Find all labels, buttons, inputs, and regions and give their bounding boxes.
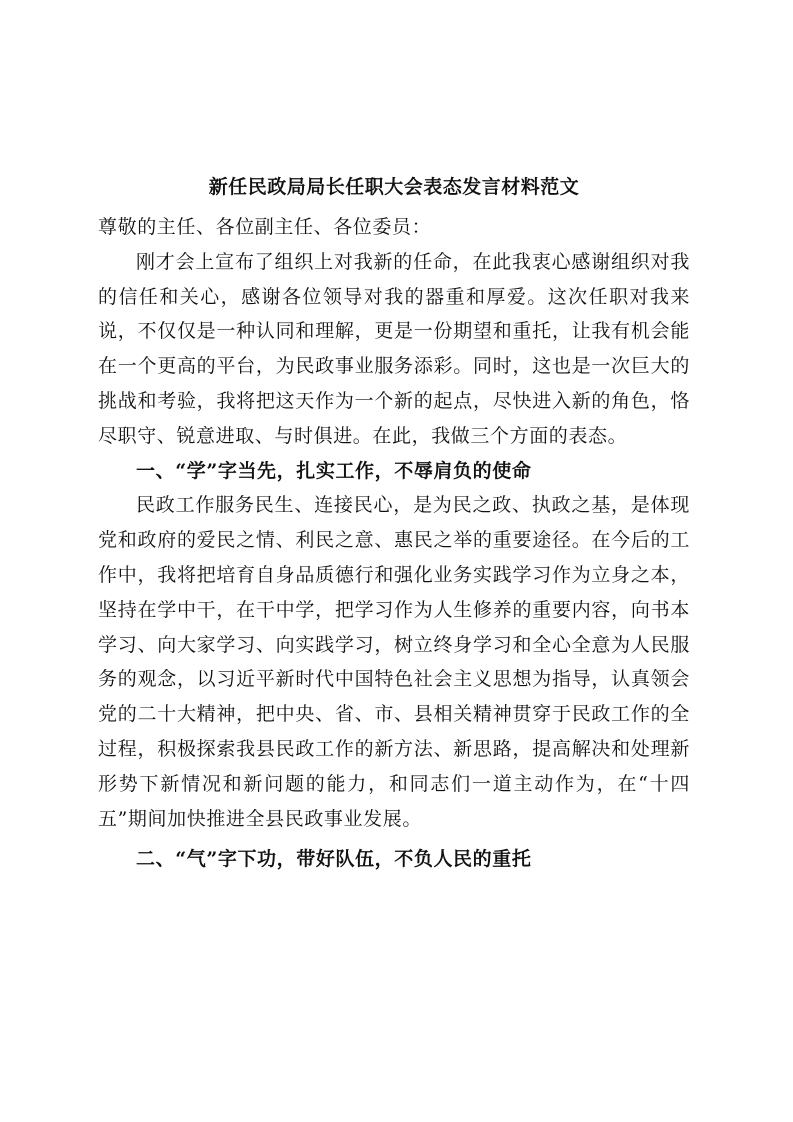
opening-paragraph: 刚才会上宣布了组织上对我新的任命，在此我衷心感谢组织对我的信任和关心，感谢各位领导对我的器重和厚爱。这次任职对我来说，不仅仅是一种认同和理解，更是一份期望和重托，让我有机会能在一个更高的平台，为民政事业服务添彩。同时，这也是一次巨大的挑战和考验，我将把这天作为一个新的起点，尽快进入新的角色，恪尽职守、锐意进取、与时俱进。在此，我做三个方面的表态。: [98, 250, 690, 447]
section-heading-1: 一、“学”字当先，扎实工作，不辱肩负的使命: [136, 459, 532, 482]
salutation: 尊敬的主任、各位副主任、各位委员：: [98, 216, 432, 238]
document-title: 新任民政局局长任职大会表态发言材料范文: [208, 176, 580, 198]
section-heading-2: 二、“气”字下功，带好队伍，不负人民的重托: [136, 848, 532, 871]
document-page: [98, 170, 690, 877]
section-1-paragraph: 民政工作服务民生、连接民心，是为民之政、执政之基，是体现党和政府的爱民之情、利民之意、惠民之举的重要途径。在今后的工作中，我将把培育自身品质德行和强化业务实践学习作为立身之本，坚持在学中干，在干中学，把学习作为人生修养的重要内容，向书本学习、向大家学习、向实践学习，树立终身学习和全心全意为人民服务的观念，以习近平新时代中国特色社会主义思想为指导，认真领会党的二十大精神，把中央、省、市、县相关精神贯穿于民政工作的全过程，积极探索我县民政工作的新方法、新思路，提高解决和处理新形势下新情况和新问题的能力，和同志们一道主动作为，在“十四五”期间加快推进全县民政事业发展。: [98, 494, 690, 830]
